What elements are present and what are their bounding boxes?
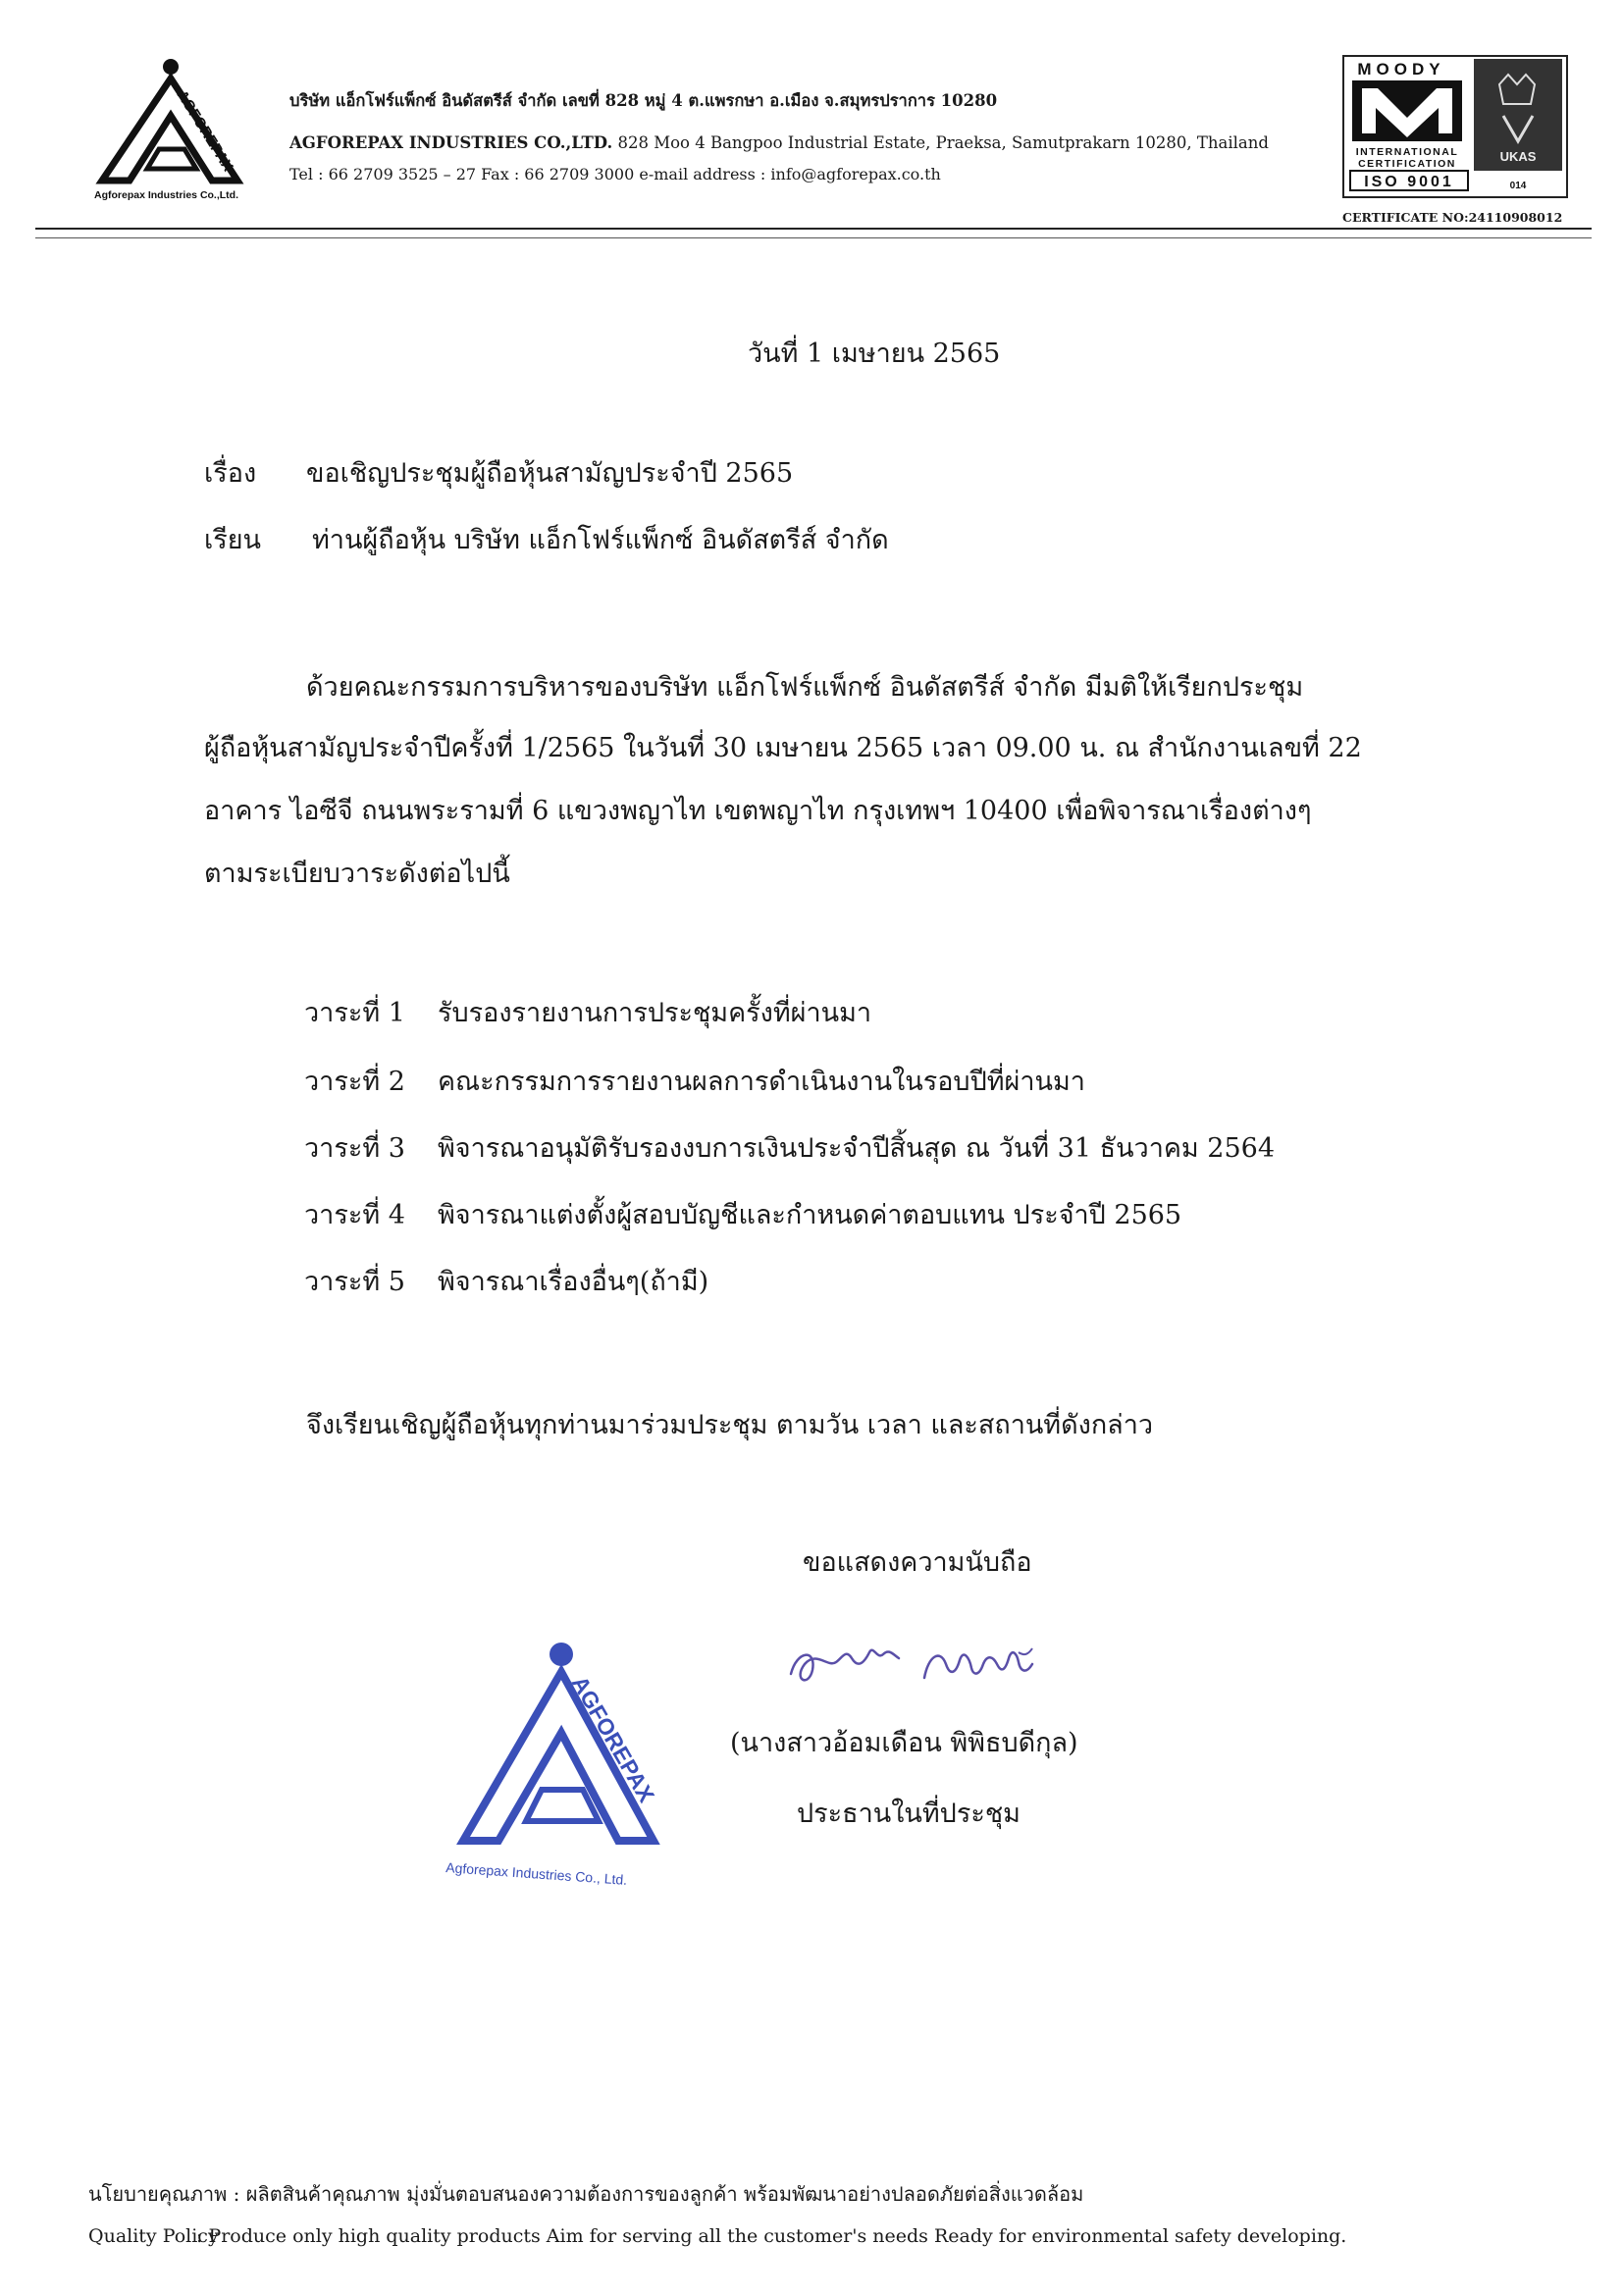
subject-text: ขอเชิญประชุมผู้ถือหุ้นสามัญประจำปี 2565 bbox=[306, 458, 794, 489]
agenda-4-label: วาระที่ 4 bbox=[304, 1200, 405, 1230]
agenda-3-text: พิจารณาอนุมัติรับรองงบการเงินประจำปีสิ้นสุด ณ วันที่ 31 ธันวาคม 2564 bbox=[438, 1133, 1276, 1164]
company-name-english bbox=[289, 133, 1269, 152]
handwritten-signature bbox=[777, 1635, 1075, 1696]
header-divider bbox=[35, 228, 1592, 230]
subject-label: เรื่อง bbox=[204, 458, 257, 489]
letter-date: วันที่ 1 เมษายน 2565 bbox=[748, 339, 1001, 369]
agenda-1-text: รับรองรายงานการประชุมครั้งที่ผ่านมา bbox=[438, 998, 872, 1028]
cert-brand: MOODY bbox=[1357, 60, 1445, 78]
logo-wordmark: AGFOREPAX bbox=[173, 87, 236, 175]
agenda-4-text: พิจารณาแต่งตั้งผู้สอบบัญชีและกำหนดค่าตอบแทน ประจำปี 2565 bbox=[438, 1200, 1182, 1230]
agenda-5-text: พิจารณาเรื่องอื่นๆ(ถ้ามี) bbox=[438, 1267, 709, 1297]
body-line-3: อาคาร ไอซีจี ถนนพระรามที่ 6 แขวงพญาไท เขตพญาไท กรุงเทพฯ 10400 เพื่อพิจารณาเรื่องต่างๆ bbox=[204, 796, 1312, 826]
signer-position: ประธานในที่ประชุม bbox=[797, 1799, 1021, 1829]
cert-code: 014 bbox=[1509, 181, 1527, 191]
closing-text: จึงเรียนเชิญผู้ถือหุ้นทุกท่านมาร่วมประชุม ตามวัน เวลา และสถานที่ดังกล่าว bbox=[306, 1410, 1154, 1440]
body-line-1: ด้วยคณะกรรมการบริหารของบริษัท แอ็กโฟร์แพ็กซ์ อินดัสตรีส์ จำกัด มีมติให้เรียกประชุม bbox=[306, 672, 1304, 703]
quality-policy-text: : Produce only high quality products Aim for serving all the customer's needs Ready for environmental safety developing. bbox=[196, 2225, 1347, 2247]
stamp-caption: Agforepax Industries Co., Ltd. bbox=[445, 1859, 628, 1888]
agenda-2-text: คณะกรรมการรายงานผลการดำเนินงานในรอบปีที่ผ่านมา bbox=[438, 1067, 1085, 1097]
body-line-4: ตามระเบียบวาระดังต่อไปนี้ bbox=[204, 859, 510, 889]
cert-iso: ISO 9001 bbox=[1364, 174, 1454, 190]
quality-policy-english bbox=[88, 2225, 1346, 2247]
certificate-number: CERTIFICATE NO:24110908012 bbox=[1342, 210, 1563, 225]
recipient-label: เรียน bbox=[204, 525, 262, 555]
company-en-address: 828 Moo 4 Bangpoo Industrial Estate, Praeksa, Samutprakarn 10280, Thailand bbox=[617, 133, 1269, 152]
agenda-5-label: วาระที่ 5 bbox=[304, 1267, 405, 1297]
agenda-2-label: วาระที่ 2 bbox=[304, 1067, 405, 1097]
company-name-thai: บริษัท แอ็กโฟร์แพ็กซ์ อินดัสตรีส์ จำกัด เลขที่ 828 หมู่ 4 ต.แพรกษา อ.เมือง จ.สมุทรปราการ 10280 bbox=[289, 91, 998, 110]
cert-line-2: CERTIFICATION bbox=[1358, 158, 1456, 170]
company-contact: Tel : 66 2709 3525 – 27 Fax : 66 2709 3000 e-mail address : info@agforepax.co.th bbox=[289, 165, 941, 183]
recipient-text: ท่านผู้ถือหุ้น บริษัท แอ็กโฟร์แพ็กซ์ อินดัสตรีส์ จำกัด bbox=[312, 525, 889, 555]
cert-ukas: UKAS bbox=[1499, 149, 1537, 164]
agenda-3-label: วาระที่ 3 bbox=[304, 1133, 405, 1164]
quality-policy-thai: นโยบายคุณภาพ : ผลิตสินค้าคุณภาพ มุ่งมั่นตอบสนองความต้องการของลูกค้า พร้อมพัฒนาอย่างปลอดภัยต่อสิ่งแวดล้อม bbox=[88, 2182, 1084, 2206]
body-line-2: ผู้ถือหุ้นสามัญประจำปีครั้งที่ 1/2565 ในวันที่ 30 เมษายน 2565 เวลา 09.00 น. ณ สำนักงานเลขที่ 22 bbox=[204, 733, 1362, 763]
logo-caption: Agforepax Industries Co.,Ltd. bbox=[94, 189, 239, 201]
company-logo bbox=[90, 55, 271, 202]
header-divider-thin bbox=[35, 237, 1592, 238]
agenda-1-label: วาระที่ 1 bbox=[304, 998, 405, 1028]
company-stamp bbox=[436, 1635, 701, 1892]
stamp-wordmark: AGFOREPAX bbox=[566, 1671, 660, 1807]
company-en-name: AGFOREPAX INDUSTRIES CO.,LTD. bbox=[289, 133, 613, 152]
quality-policy-label: Quality Policy bbox=[88, 2225, 219, 2247]
iso-certification-badge bbox=[1342, 55, 1568, 198]
cert-line-1: INTERNATIONAL bbox=[1355, 146, 1459, 158]
regards-text: ขอแสดงความนับถือ bbox=[803, 1547, 1032, 1578]
signer-name: (นางสาวอ้อมเดือน พิพิธบดีกุล) bbox=[730, 1728, 1078, 1758]
